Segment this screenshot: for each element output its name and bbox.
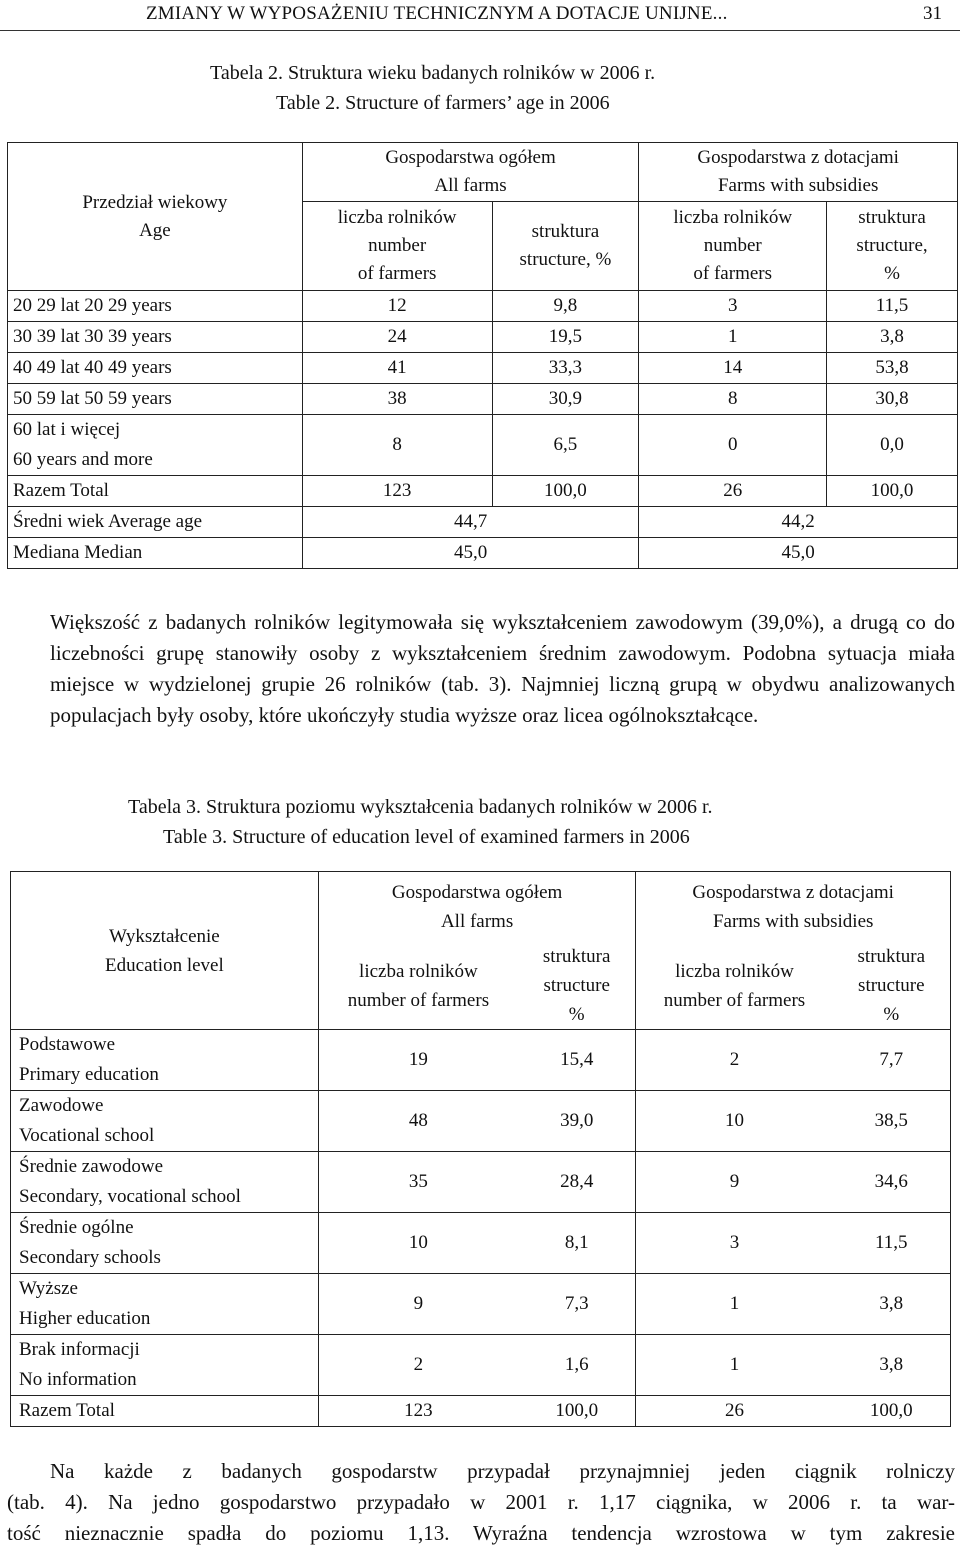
table-row: Brak informacji No information 2 1,6 1 3,8 (11, 1335, 951, 1396)
table-row-total: Razem Total 123 100,0 26 100,0 (8, 476, 958, 507)
header-structure-1: struktura structure, % (492, 202, 639, 291)
table-row: 30 39 lat 30 39 years 24 19,5 1 3,8 (8, 322, 958, 353)
table-row: 60 lat i więcej 60 years and more 8 6,5 0 0,0 (8, 415, 958, 476)
body-paragraph-2: Na każde z badanych gospodarstw przypadał przynajmniej jeden ciągnik rolniczy (tab. 4). Na jedno gospodarstwo przypadało w 2001 r. 1,17 ciągnika, w 2006 r. ta war- tość nieznacznie spadła do poziomu 1,13. Wyraźna tendencja wzrostowa w tym zakresie (7, 1459, 955, 1545)
header-age: Przedział wiekowy Age (8, 143, 303, 291)
table-row-mean: Średni wiek Average age 44,7 44,2 (8, 507, 958, 538)
table-row-total: Razem Total 123 100,0 26 100,0 (11, 1396, 951, 1427)
table-row: 50 59 lat 50 59 years 38 30,9 8 30,8 (8, 384, 958, 415)
header-number-farmers-2: liczba rolników number of farmers (636, 942, 833, 1030)
table-row: 40 49 lat 40 49 years 41 33,3 14 53,8 (8, 353, 958, 384)
header-all-farms: Gospodarstwa ogółem All farms (318, 872, 636, 943)
table-education-structure (10, 871, 951, 1427)
header-subsidy-farms: Gospodarstwa z dotacjami Farms with subsidies (639, 143, 958, 202)
table-row: Średnie zawodowe Secondary, vocational school 35 28,4 9 34,6 (11, 1152, 951, 1213)
table3-caption-pl: Tabela 3. Struktura poziomu wykształcenia badanych rolników w 2006 r. (128, 796, 713, 818)
header-structure-2: struktura structure, % (827, 202, 958, 291)
running-header (0, 0, 960, 31)
page-number: 31 (923, 3, 942, 24)
table-row: Zawodowe Vocational school 48 39,0 10 38,5 (11, 1091, 951, 1152)
header-number-farmers-1: liczba rolników number of farmers (318, 942, 518, 1030)
table-row: Wyższe Higher education 9 7,3 1 3,8 (11, 1274, 951, 1335)
running-title: ZMIANY W WYPOSAŻENIU TECHNICZNYM A DOTACJE UNIJNE... (146, 3, 728, 24)
header-number-farmers-1: liczba rolników number of farmers (302, 202, 492, 291)
table-row: Podstawowe Primary education 19 15,4 2 7,7 (11, 1030, 951, 1091)
body-paragraph-1: Większość z badanych rolników legitymowała się wykształceniem zawodowym (39,0%), a drugą co do liczebności grupę stanowiły osoby z wykształceniem średnim zawodowym. Podobna sytuacja miała miejsce w wydzielonej grupie 26 rolników (tab. 3). Najmniej liczną grupą w obydwu analizowanych populacjach były osoby, które ukończyły studia wyższe oraz licea ogólnokształcące. (50, 610, 955, 727)
header-structure-1: struktura structure % (518, 942, 636, 1030)
header-all-farms: Gospodarstwa ogółem All farms (302, 143, 639, 202)
header-subsidy-farms: Gospodarstwa z dotacjami Farms with subsidies (636, 872, 951, 943)
header-number-farmers-2: liczba rolników number of farmers (639, 202, 827, 291)
table2-caption-pl: Tabela 2. Struktura wieku badanych rolników w 2006 r. (210, 62, 656, 84)
header-education: Wykształcenie Education level (11, 872, 319, 1030)
table-row: 20 29 lat 20 29 years 12 9,8 3 11,5 (8, 291, 958, 322)
table2-caption-en: Table 2. Structure of farmers’ age in 2006 (276, 92, 610, 114)
table-row: Średnie ogólne Secondary schools 10 8,1 3 11,5 (11, 1213, 951, 1274)
header-structure-2: struktura structure % (833, 942, 951, 1030)
table-row-median: Mediana Median 45,0 45,0 (8, 538, 958, 569)
table-age-structure (7, 142, 958, 569)
table3-caption-en: Table 3. Structure of education level of examined farmers in 2006 (163, 826, 690, 848)
